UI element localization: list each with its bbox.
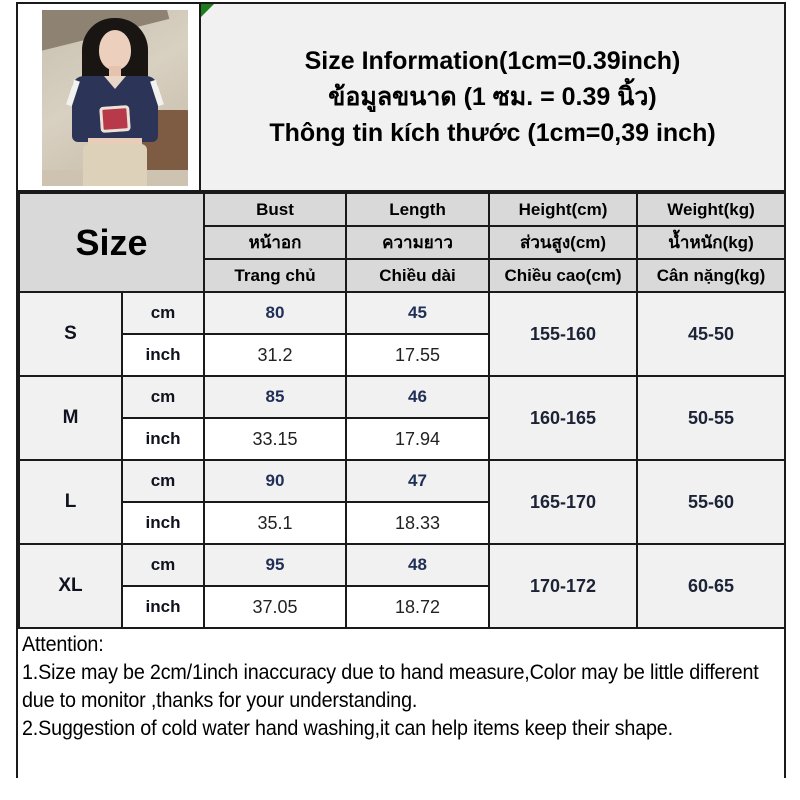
xl-length-cm: 48 bbox=[346, 544, 489, 586]
unit-cm: cm bbox=[122, 376, 204, 418]
title-cell bbox=[201, 4, 784, 190]
title-vi: Thông tin kích thước (1cm=0,39 inch) bbox=[269, 119, 716, 147]
table-row-m-cm bbox=[19, 376, 785, 418]
xl-height: 170-172 bbox=[489, 544, 637, 628]
m-length-inch: 17.94 bbox=[346, 418, 489, 460]
m-length-cm: 46 bbox=[346, 376, 489, 418]
model-face bbox=[99, 30, 131, 70]
product-photo-cell bbox=[18, 4, 201, 190]
col-height-vi: Chiều cao(cm) bbox=[489, 259, 637, 292]
unit-inch: inch bbox=[122, 418, 204, 460]
col-bust-th: หน้าอก bbox=[204, 226, 346, 259]
l-length-inch: 18.33 bbox=[346, 502, 489, 544]
xl-bust-inch: 37.05 bbox=[204, 586, 346, 628]
attention-heading: Attention: bbox=[22, 633, 104, 656]
col-bust-vi: Trang chủ bbox=[204, 259, 346, 292]
title-th: ข้อมูลขนาด (1 ซม. = 0.39 นิ้ว) bbox=[328, 83, 657, 111]
s-length-cm: 45 bbox=[346, 292, 489, 334]
attention-note-2: 2.Suggestion of cold water hand washing,it can help items keep their shape. bbox=[22, 717, 673, 740]
unit-inch: inch bbox=[122, 586, 204, 628]
col-height-en: Height(cm) bbox=[489, 193, 637, 226]
model-pants bbox=[83, 144, 147, 186]
unit-cm: cm bbox=[122, 292, 204, 334]
col-weight-en: Weight(kg) bbox=[637, 193, 785, 226]
size-table bbox=[18, 192, 786, 629]
xl-weight: 60-65 bbox=[637, 544, 785, 628]
header-band bbox=[18, 4, 784, 192]
unit-cm: cm bbox=[122, 544, 204, 586]
tshirt-logo bbox=[99, 105, 131, 133]
col-weight-th: น้ำหนัก(kg) bbox=[637, 226, 785, 259]
s-weight: 45-50 bbox=[637, 292, 785, 376]
col-bust-en: Bust bbox=[204, 193, 346, 226]
unit-inch: inch bbox=[122, 334, 204, 376]
xl-length-inch: 18.72 bbox=[346, 586, 489, 628]
size-label-l: L bbox=[19, 460, 122, 544]
table-row-s-cm bbox=[19, 292, 785, 334]
col-length-th: ความยาว bbox=[346, 226, 489, 259]
size-chart-sheet bbox=[16, 2, 786, 778]
unit-inch: inch bbox=[122, 502, 204, 544]
xl-bust-cm: 95 bbox=[204, 544, 346, 586]
l-length-cm: 47 bbox=[346, 460, 489, 502]
s-height: 155-160 bbox=[489, 292, 637, 376]
col-length-en: Length bbox=[346, 193, 489, 226]
attention-box bbox=[18, 629, 784, 779]
size-label-s: S bbox=[19, 292, 122, 376]
s-length-inch: 17.55 bbox=[346, 334, 489, 376]
col-weight-vi: Cân nặng(kg) bbox=[637, 259, 785, 292]
header-row-en bbox=[19, 193, 785, 226]
l-bust-cm: 90 bbox=[204, 460, 346, 502]
col-height-th: ส่วนสูง(cm) bbox=[489, 226, 637, 259]
s-bust-inch: 31.2 bbox=[204, 334, 346, 376]
l-weight: 55-60 bbox=[637, 460, 785, 544]
m-bust-cm: 85 bbox=[204, 376, 346, 418]
m-bust-inch: 33.15 bbox=[204, 418, 346, 460]
size-label-m: M bbox=[19, 376, 122, 460]
table-row-xl-cm bbox=[19, 544, 785, 586]
title-en: Size Information(1cm=0.39inch) bbox=[304, 47, 681, 75]
m-weight: 50-55 bbox=[637, 376, 785, 460]
s-bust-cm: 80 bbox=[204, 292, 346, 334]
product-photo bbox=[42, 10, 188, 186]
size-label-xl: XL bbox=[19, 544, 122, 628]
col-length-vi: Chiều dài bbox=[346, 259, 489, 292]
unit-cm: cm bbox=[122, 460, 204, 502]
l-bust-inch: 35.1 bbox=[204, 502, 346, 544]
m-height: 160-165 bbox=[489, 376, 637, 460]
table-row-l-cm bbox=[19, 460, 785, 502]
green-corner-marker-icon bbox=[201, 4, 214, 17]
l-height: 165-170 bbox=[489, 460, 637, 544]
size-header-cell: Size bbox=[19, 193, 204, 292]
attention-note-1: 1.Size may be 2cm/1inch inaccuracy due to hand measure,Color may be little different due to monitor ,thanks for your understanding. bbox=[22, 661, 759, 712]
